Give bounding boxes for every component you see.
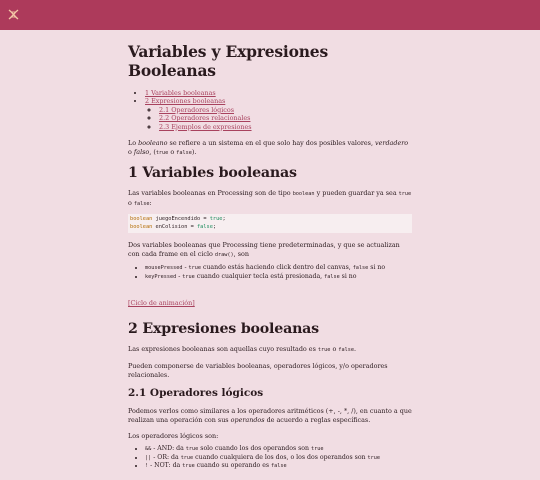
toc-item [145, 89, 412, 97]
top-bar [0, 0, 540, 30]
toc-link-variables-booleanas[interactable]: 1 Variables booleanas [145, 89, 216, 97]
toc-link-ejemplos-expresiones[interactable]: 2.3 Ejemplos de expresiones [159, 122, 252, 131]
subsection-heading-operadores-logicos: 2.1 Operadores lógicos [128, 387, 264, 400]
intro-paragraph: Lo booleano se refiere a un sistema en el que solo hay dos posibles valores, verdadero o falso, (true o false). [128, 139, 409, 157]
article [128, 30, 412, 480]
section1-paragraph-2: Dos variables booleanas que Processing tiene predeterminadas, y que se actualizan con cada frame en el ciclo draw(), son [128, 241, 400, 259]
animation-cycle-link[interactable]: [Ciclo de animación] [128, 299, 195, 308]
section21-paragraph-2: Los operadores lógicos son: [128, 432, 219, 441]
list-item: • mousePressed - true cuando estás haciendo click dentro del canvas, false si no [145, 264, 412, 273]
toc-link-operadores-relacionales[interactable]: 2.2 Operadores relacionales [159, 114, 251, 123]
list-item: • && - AND: da true solo cuando los dos operandos son true [145, 445, 412, 454]
table-of-contents [128, 89, 412, 131]
code-block: boolean juegoEncendido = true; boolean enColision = false; [128, 214, 412, 233]
link-wrapper [128, 290, 412, 309]
section-heading-variables: 1 Variables booleanas [128, 165, 297, 182]
toc-item [145, 97, 412, 131]
toc-link-operadores-logicos[interactable]: 2.1 Operadores lógicos [159, 105, 234, 114]
section2-paragraph-2: Pueden componerse de variables booleanas, operadores lógicos, y/o operadores relacionales. [128, 362, 388, 380]
list-item: • ! - NOT: da true cuando su operando es false [145, 462, 412, 471]
logical-operators-list [128, 445, 412, 471]
section2-paragraph: Las expresiones booleanas son aquellas cuyo resultado es true o false. [128, 345, 356, 354]
list-item: • keyPressed - true cuando cualquier tecla está presionada, false si no [145, 273, 412, 282]
page-title: Variables y Expresiones Booleanas [128, 42, 328, 80]
predefined-variables-list [128, 264, 412, 281]
toc-subitem [159, 106, 412, 114]
toc-subitem [159, 114, 412, 122]
list-item: • || - OR: da true cuando cualquiera de los dos, o los dos operandos son true [145, 454, 412, 463]
dna-icon[interactable] [7, 8, 20, 21]
section1-paragraph: Las variables booleanas en Processing son de tipo boolean y pueden guardar ya sea true o false: [128, 189, 412, 208]
toc-subitem [159, 123, 412, 131]
toc-link-expresiones-booleanas[interactable]: 2 Expresiones booleanas [145, 97, 226, 106]
section-heading-expresiones: 2 Expresiones booleanas [128, 321, 319, 338]
section21-paragraph: Podemos verlos como similares a los operadores aritméticos (+, -, *, /), en cuanto a que realizan una operación con sus operandos de acuerdo a reglas específicas. [128, 407, 412, 425]
